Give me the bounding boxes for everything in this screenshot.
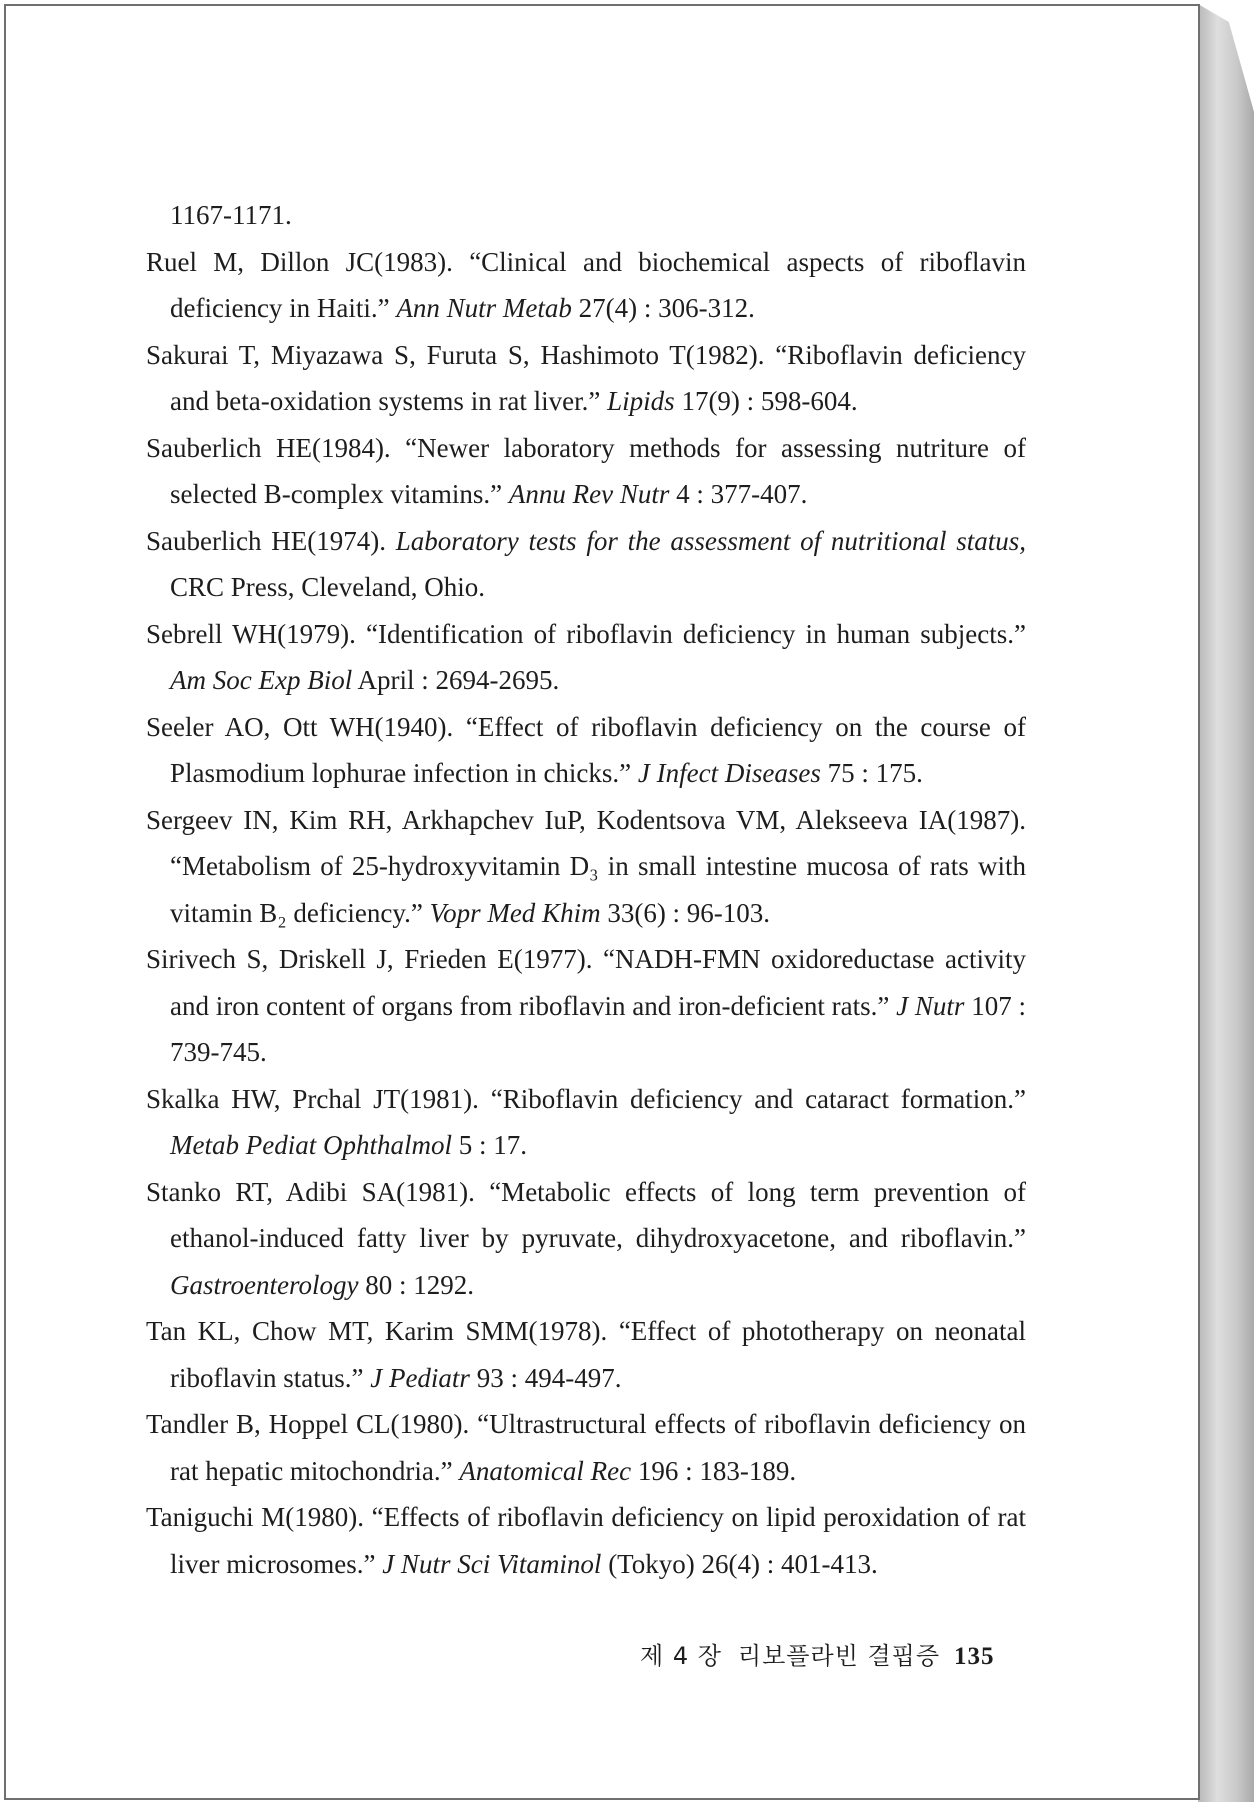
reference-item: Stanko RT, Adibi SA(1981). “Metabolic effects of long term prevention of ethanol-induced fatty liver by pyruvate, dihydroxyacetone, and riboflavin.” Gastroenterology 80 : 1292. bbox=[146, 1176, 1026, 1300]
reference-item: Tan KL, Chow MT, Karim SMM(1978). “Effect of phototherapy on neonatal riboflavin status.” J Pediatr 93 : 494-497. bbox=[146, 1316, 1026, 1393]
reference-item: Seeler AO, Ott WH(1940). “Effect of riboflavin deficiency on the course of Plasmodium lophurae infection in chicks.” J Infect Diseases 75 : 175. bbox=[146, 711, 1026, 788]
reference-item: 1167-1171. bbox=[170, 200, 292, 230]
reference-item: Sirivech S, Driskell J, Frieden E(1977). “NADH-FMN oxidoreductase activity and iron content of organs from riboflavin and iron-deficient rats.” J Nutr 107 : 739-745. bbox=[146, 944, 1026, 1067]
chapter-title: 리보플라빈 결핍증 bbox=[737, 1642, 941, 1670]
reference-item: Sauberlich HE(1984). “Newer laboratory methods for assessing nutriture of selected B-complex vitamins.” Annu Rev Nutr 4 : 377-407. bbox=[146, 432, 1026, 509]
reference-item: Taniguchi M(1980). “Effects of riboflavin deficiency on lipid peroxidation of rat liver microsomes.” J Nutr Sci Vitaminol (Tokyo) 26(4) : 401-413. bbox=[146, 1502, 1026, 1579]
reference-item: Sergeev IN, Kim RH, Arkhapchev IuP, Kodentsova VM, Alekseeva IA(1987). “Metabolism of 25-hydroxyvitamin D₃ in small intestine mucosa of rats with vitamin B₂ deficiency.” Vopr Med Khim 33(6) : 96-103. bbox=[146, 804, 1026, 928]
reference-item: Sebrell WH(1979). “Identification of riboflavin deficiency in human subjects.” Am Soc Exp Biol April : 2694-2695. bbox=[146, 618, 1026, 695]
reference-item: Tandler B, Hoppel CL(1980). “Ultrastructural effects of riboflavin deficiency on rat hepatic mitochondria.” Anatomical Rec 196 : 183-189. bbox=[146, 1409, 1026, 1486]
reference-item: Skalka HW, Prchal JT(1981). “Riboflavin deficiency and cataract formation.” Metab Pediat Ophthalmol 5 : 17. bbox=[146, 1083, 1026, 1160]
chapter-label: 제 4 장 bbox=[640, 1642, 722, 1670]
page-edge bbox=[1198, 4, 1254, 1802]
reference-item: Ruel M, Dillon JC(1983). “Clinical and biochemical aspects of riboflavin deficiency in Haiti.” Ann Nutr Metab 27(4) : 306-312. bbox=[146, 246, 1026, 323]
reference-item: Sakurai T, Miyazawa S, Furuta S, Hashimoto T(1982). “Riboflavin deficiency and beta-oxidation systems in rat liver.” Lipids 17(9) : 598-604. bbox=[146, 339, 1026, 416]
reference-item: Sauberlich HE(1974). Laboratory tests for the assessment of nutritional status, CRC Press, Cleveland, Ohio. bbox=[146, 525, 1026, 602]
reference-list bbox=[146, 192, 1026, 1587]
page-number: 135 bbox=[954, 1643, 995, 1670]
page-footer bbox=[640, 1636, 995, 1671]
